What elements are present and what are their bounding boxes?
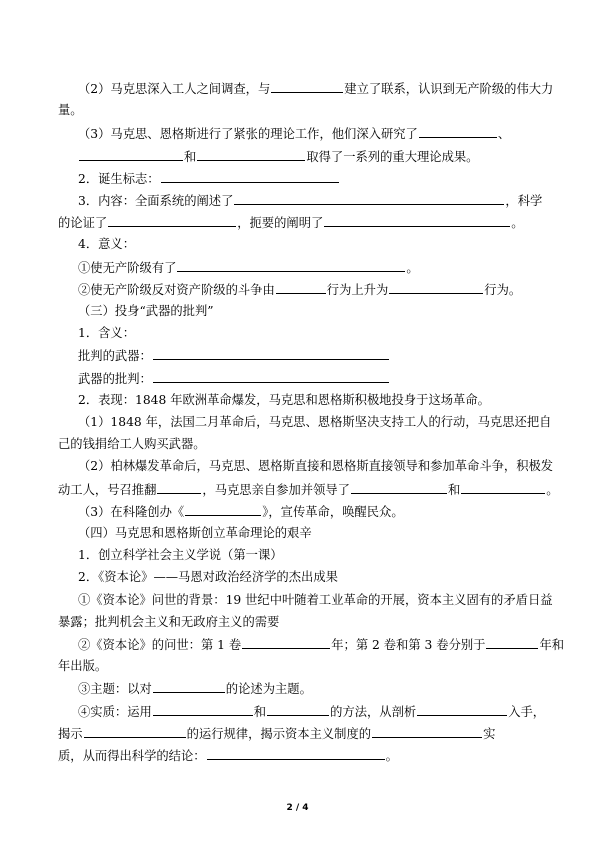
fill-in-blank[interactable] — [389, 281, 483, 294]
text-line-4 — [78, 148, 478, 165]
text-segment: 2．诞生标志： — [78, 171, 160, 186]
fill-in-blank[interactable] — [461, 481, 545, 494]
fill-in-blank[interactable] — [372, 725, 482, 738]
page-number: 2 / 4 — [286, 803, 309, 813]
text-segment: ，扼要的阐明了 — [237, 216, 324, 231]
text-line-14 — [78, 370, 390, 387]
fill-in-blank[interactable] — [157, 481, 201, 494]
text-segment: 动工人，号召推翻 — [58, 482, 157, 497]
text-segment: 。 — [546, 482, 559, 497]
text-line-3 — [78, 125, 510, 142]
text-segment: 的方法，从剖析 — [330, 704, 417, 719]
text-line-16 — [78, 414, 551, 430]
fill-in-blank[interactable] — [185, 503, 261, 516]
text-segment: 的论述为主题。 — [225, 682, 312, 697]
fill-in-blank[interactable] — [351, 481, 447, 494]
text-segment: 批判的武器： — [78, 349, 152, 364]
fill-in-blank[interactable] — [267, 703, 329, 716]
text-line-10 — [78, 281, 521, 298]
text-segment: 。 — [406, 260, 419, 275]
text-segment: （2）马克思深入工人之间调查，与 — [78, 82, 271, 96]
fill-in-blank[interactable] — [177, 259, 405, 272]
fill-in-blank[interactable] — [419, 125, 497, 138]
text-segment: 的运行规律，揭示资本主义制度的 — [186, 726, 372, 741]
text-segment: 、 — [497, 127, 511, 142]
text-segment: 的论证了 — [58, 216, 108, 231]
text-line-24 — [78, 592, 553, 608]
text-segment: 入手， — [508, 704, 546, 719]
text-segment: 建立了联系，认识到无产阶级的伟大力 — [344, 82, 554, 96]
text-line-31 — [58, 747, 398, 764]
text-segment: 。 — [385, 748, 398, 763]
text-segment: （三）投身“武器的批判” — [78, 303, 214, 318]
fill-in-blank[interactable] — [153, 680, 225, 693]
text-line-27 — [58, 658, 107, 674]
text-segment: ②使无产阶级反对资产阶级的斗争由 — [78, 282, 275, 297]
text-line-29 — [78, 703, 545, 720]
text-segment: （2）柏林爆发革命后，马克思、恩格斯直接和恩格斯直接领导和参加革命斗争，积极发 — [78, 459, 554, 474]
fill-in-blank[interactable] — [234, 192, 504, 205]
text-segment: ③主题：以对 — [78, 682, 152, 697]
fill-in-blank[interactable] — [417, 703, 507, 716]
text-segment: ④实质：运用 — [78, 704, 152, 719]
fill-in-blank[interactable] — [153, 703, 253, 716]
text-line-6 — [78, 192, 542, 209]
text-line-25 — [58, 614, 279, 630]
fill-in-blank[interactable] — [324, 214, 510, 227]
text-segment: 武器的批判： — [78, 371, 152, 386]
text-segment: （四）马克思和恩格斯创立革命理论的艰辛 — [78, 525, 312, 540]
text-segment: （3）在科隆创办《 — [78, 504, 185, 519]
text-line-8 — [78, 236, 135, 252]
text-segment: 暴露；批判机会主义和无政府主义的需要 — [58, 614, 280, 629]
text-segment: 取得了一系列的重大理论成果。 — [306, 149, 479, 164]
text-line-12 — [78, 325, 135, 341]
text-segment: （3）马克思、恩格斯进行了紧张的理论工作，他们深入研究了 — [78, 127, 418, 142]
fill-in-blank[interactable] — [271, 80, 343, 93]
text-segment: 》，宣传革命，唤醒民众。 — [262, 504, 404, 519]
fill-in-blank[interactable] — [161, 170, 339, 183]
text-segment: 1．含义： — [78, 326, 136, 341]
text-line-2 — [58, 102, 83, 118]
text-segment: 己的钱捐给工人购买武器。 — [58, 437, 206, 452]
fill-in-blank[interactable] — [197, 148, 305, 161]
text-line-23 — [78, 569, 338, 585]
text-line-9 — [78, 259, 419, 276]
text-segment: ②《资本论》的问世：第 1 卷 — [78, 637, 242, 652]
text-line-15 — [78, 392, 490, 408]
text-segment: 实 — [483, 726, 496, 741]
fill-in-blank[interactable] — [153, 347, 389, 360]
text-line-1 — [78, 80, 553, 97]
text-line-17 — [58, 436, 206, 452]
text-segment: 质，从而得出科学的结论： — [58, 748, 206, 763]
fill-in-blank[interactable] — [84, 725, 186, 738]
fill-in-blank[interactable] — [108, 214, 236, 227]
fill-in-blank[interactable] — [486, 636, 538, 649]
text-segment: 和 — [447, 482, 461, 497]
text-segment: 年和 — [539, 637, 565, 652]
text-segment: ，科学 — [505, 193, 543, 208]
text-segment: 和 — [253, 704, 267, 719]
text-segment: 2．表现：1848 年欧洲革命爆发，马克思和恩格斯积极地投身于这场革命。 — [78, 392, 490, 407]
fill-in-blank[interactable] — [79, 148, 183, 161]
text-segment: 和 — [184, 149, 197, 164]
text-line-18 — [78, 458, 553, 474]
text-segment: 年；第 2 卷和第 3 卷分别于 — [331, 637, 486, 652]
text-segment: ，马克思亲自参加并领导了 — [202, 482, 350, 497]
text-line-13 — [78, 347, 390, 364]
text-segment: （1）1848 年，法国二月革命后，马克思、恩格斯坚决支持工人的行动，马克思还把自 — [78, 414, 552, 429]
text-line-5 — [78, 170, 340, 187]
text-segment: 。 — [511, 216, 524, 231]
text-segment: 行为。 — [484, 282, 522, 297]
text-line-7 — [58, 214, 524, 231]
fill-in-blank[interactable] — [276, 281, 326, 294]
text-segment: 揭示 — [58, 726, 83, 741]
text-line-11 — [78, 303, 214, 319]
fill-in-blank[interactable] — [153, 370, 389, 383]
text-segment: ①《资本论》问世的背景：19 世纪中叶随着工业革命的开展，资本主义固有的矛盾日益 — [78, 592, 553, 607]
text-line-22 — [78, 547, 283, 563]
text-segment: 4．意义： — [78, 237, 136, 252]
text-line-28 — [78, 680, 312, 697]
text-line-19 — [58, 481, 559, 498]
text-line-21 — [78, 525, 312, 541]
fill-in-blank[interactable] — [207, 747, 385, 760]
fill-in-blank[interactable] — [242, 636, 330, 649]
text-line-20 — [78, 503, 404, 520]
text-segment: ①使无产阶级有了 — [78, 260, 177, 275]
text-segment: 1．创立科学社会主义学说（第一课） — [78, 548, 283, 563]
text-segment: 行为上升为 — [326, 282, 389, 297]
text-segment: 量。 — [58, 103, 83, 118]
text-line-30 — [58, 725, 495, 742]
text-segment: 2．《资本论》——马恩对政治经济学的杰出成果 — [78, 570, 338, 585]
text-segment: 年出版。 — [58, 659, 108, 674]
text-line-26 — [78, 636, 564, 653]
text-segment: 3．内容：全面系统的阐述了 — [78, 193, 234, 208]
